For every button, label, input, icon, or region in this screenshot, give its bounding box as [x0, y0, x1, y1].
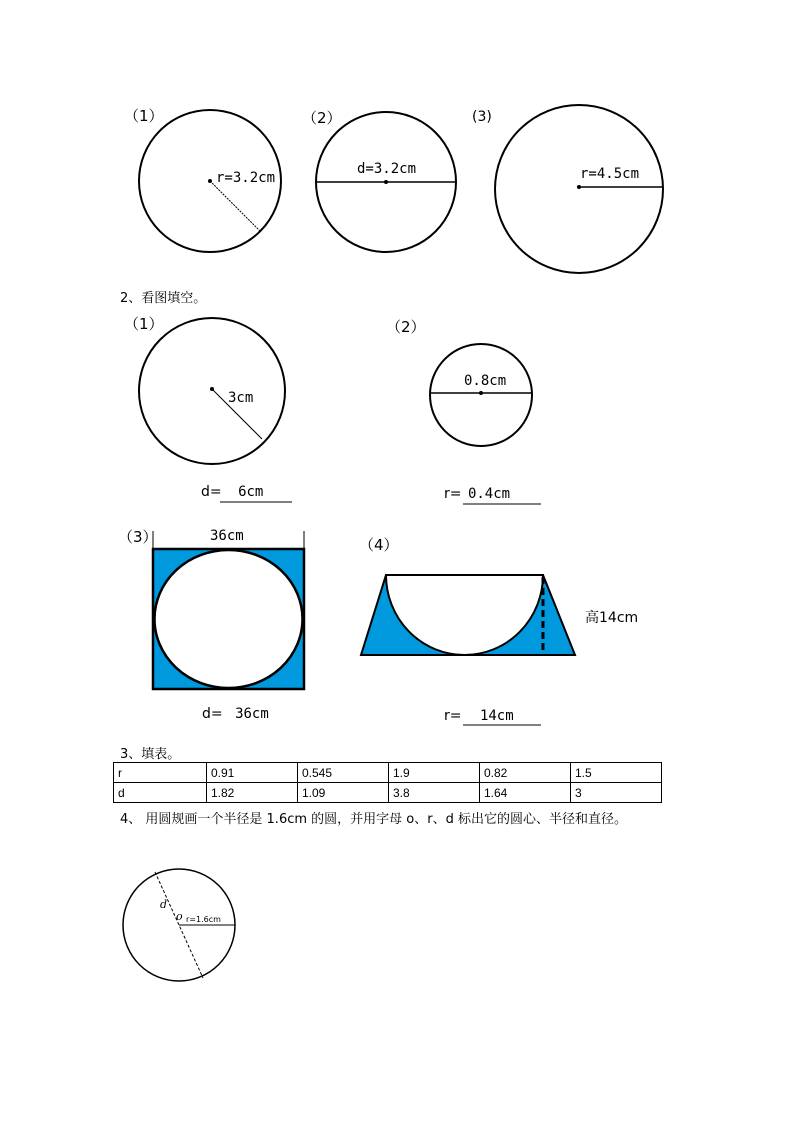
s2-fig3-answer-prefix: d=: [202, 706, 223, 722]
s4-d-label: d: [160, 898, 168, 911]
table-cell: d: [114, 783, 207, 803]
table-cell: 1.64: [480, 783, 571, 803]
fig1-number: （1）: [124, 107, 164, 125]
table-row: [114, 763, 662, 783]
table-cell: 1.82: [207, 783, 298, 803]
s2-fig4-height-text: 高14cm: [585, 610, 639, 626]
s2-fig1-answer: [201, 484, 263, 500]
s2-fig3-answer-value: 36cm: [235, 706, 269, 722]
center-dot-fig2: [384, 180, 388, 184]
table-cell: 0.91: [207, 763, 298, 783]
radius-line-fig1: [210, 181, 260, 231]
table-cell: 3: [571, 783, 662, 803]
table-cell: 0.545: [298, 763, 389, 783]
s2-fig1-answer-prefix: d=: [201, 484, 222, 500]
s2-fig4-answer: [444, 708, 514, 724]
table-cell: r: [114, 763, 207, 783]
s2-fig2-diameter-text: 0.8cm: [464, 373, 507, 389]
fill-table: [113, 762, 662, 803]
table-cell: 3.8: [389, 783, 480, 803]
table-cell: 0.82: [480, 763, 571, 783]
s2-fig4-number: （4）: [359, 536, 399, 554]
s2-fig1-number: （1）: [124, 315, 164, 333]
section4-title: 4、 用圆规画一个半径是 1.6cm 的圆，并用字母 o、r、d 标出它的圆心、半径和直径。: [120, 812, 627, 827]
center-dot-s2-fig2: [479, 391, 483, 395]
section3-title: 3、填表。: [120, 747, 181, 762]
fig2-number: （2）: [302, 109, 342, 127]
s2-fig3-number: （3）: [118, 528, 158, 546]
s2-fig2-number: （2）: [386, 318, 426, 336]
s2-fig4-answer-prefix: r=: [444, 708, 462, 724]
s2-fig1-radius-text: 3cm: [228, 390, 254, 406]
s2-fig3-answer: [202, 706, 269, 722]
s2-fig3-side-text: 36cm: [210, 528, 244, 544]
fig1-radius-text: r=3.2cm: [216, 170, 276, 186]
s2-fig2-answer-value: 0.4cm: [467, 486, 511, 502]
fig2-diameter-text: d=3.2cm: [357, 161, 417, 177]
fig3-radius-text: r=4.5cm: [580, 166, 640, 182]
s4-o-label: o: [176, 910, 183, 923]
s2-fig4-answer-value: 14cm: [479, 708, 514, 724]
table-cell: 1.5: [571, 763, 662, 783]
s4-r-label: r=1.6cm: [186, 915, 221, 924]
inscribed-circle-s2-fig3: [155, 550, 303, 688]
table-row: [114, 783, 662, 803]
table-cell: 1.9: [389, 763, 480, 783]
center-dot-fig3: [577, 185, 581, 189]
section2-title: 2、看图填空。: [120, 291, 207, 306]
s2-fig2-answer-prefix: r=: [444, 486, 462, 502]
s2-fig2-answer: [444, 486, 510, 502]
s2-fig1-answer-value: 6cm: [238, 484, 264, 500]
fig3-number: (3): [472, 109, 492, 125]
table-cell: 1.09: [298, 783, 389, 803]
